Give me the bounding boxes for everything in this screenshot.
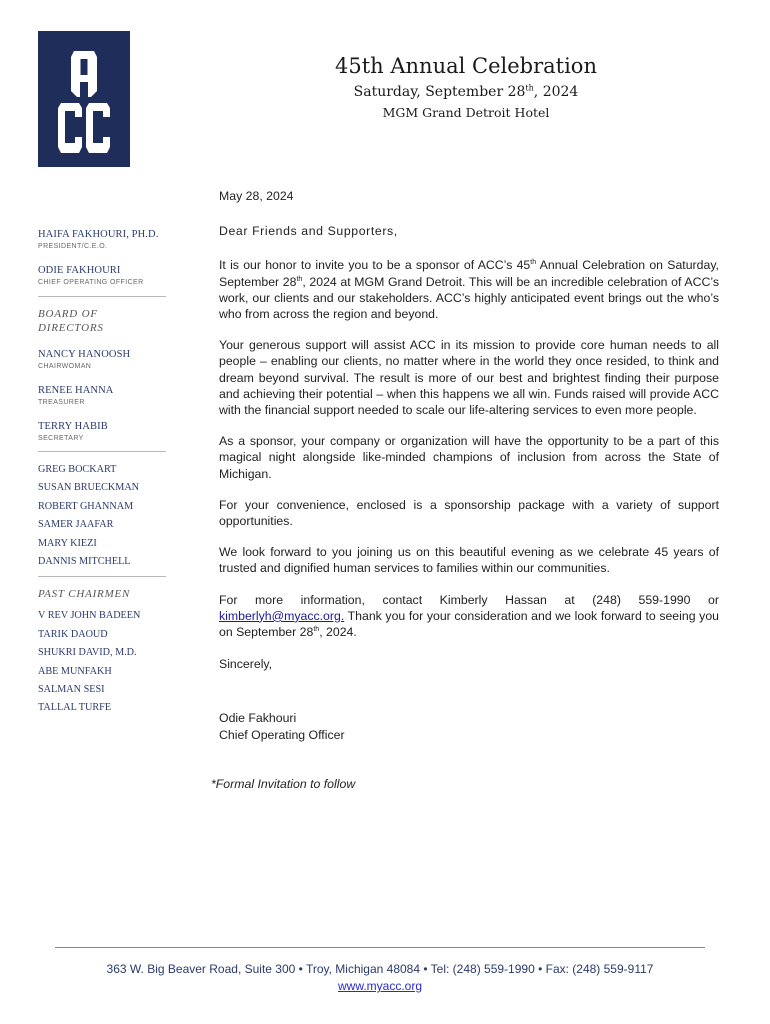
event-title: 45th Annual Celebration (335, 54, 597, 78)
board-officer-title: SECRETARY (38, 435, 84, 442)
officer-title: CHIEF OPERATING OFFICER (38, 279, 144, 286)
board-member: DANNIS MITCHELL (38, 556, 131, 568)
officer-title: PRESIDENT/C.E.O. (38, 243, 108, 250)
closing: Sincerely, (219, 657, 273, 672)
officer-name: HAIFA FAKHOURI, PH.D. (38, 229, 159, 240)
board-heading: BOARD OF DIRECTORS (38, 308, 104, 334)
event-date: Saturday, September 28th, 2024 (353, 83, 579, 100)
past-chairmen-heading: PAST CHAIRMEN (38, 588, 131, 601)
board-member: ROBERT GHANNAM (38, 500, 134, 512)
board-member: SUSAN BRUECKMAN (38, 482, 140, 494)
letter-body (211, 188, 719, 792)
signer-title: Chief Operating Officer (219, 727, 345, 742)
past-chairman: V REV JOHN BADEEN (38, 610, 141, 622)
officer-block (38, 228, 166, 252)
board-officer-title: CHAIRWOMAN (38, 363, 92, 370)
invitation-note: *Formal Invitation to follow (211, 776, 356, 791)
board-officer (38, 420, 166, 444)
board-officer (38, 384, 166, 408)
contact-email-link[interactable]: kimberlyh@myacc.org. (219, 608, 345, 623)
signer-name: Odie Fakhouri (219, 711, 297, 726)
event-venue: MGM Grand Detroit Hotel (382, 105, 550, 120)
past-chairman: ABE MUNFAKH (38, 665, 112, 677)
paragraph-3: As a sponsor, your company or organization will have the opportunity to be a part of this magical night alongside like-minded champions of inclusion from across the State of Michigan. (219, 434, 719, 481)
footer-divider (55, 947, 705, 948)
board-member: SAMER JAAFAR (38, 519, 114, 531)
salutation: Dear Friends and Supporters, (219, 224, 398, 239)
footer-address: 363 W. Big Beaver Road, Suite 300 • Troy, Michigan 48084 • Tel: (248) 559-1990 • Fax: (248) 559-9117 (106, 962, 654, 976)
paragraph-1: It is our honor to invite you to be a sponsor of ACC’s 45th Annual Celebration on Saturday, September 28th, 2024 at MGM Grand Detroit. This will be an incredible celebration of ACC’s work, our clients and our stakeholders. ACC’s highly anticipated event brings out the who’s who from across the region and beyond. (219, 258, 719, 322)
paragraph-5: We look forward to you joining us on this beautiful evening as we celebrate 45 years of trusted and dignified human services to families within our communities. (219, 545, 719, 576)
board-officer (38, 348, 166, 372)
board-officer-name: TERRY HABIB (38, 421, 108, 432)
past-chairman: TARIK DAOUD (38, 628, 108, 640)
officer-name: ODIE FAKHOURI (38, 265, 121, 276)
board-member: GREG BOCKART (38, 464, 117, 475)
divider (38, 451, 166, 452)
sidebar (38, 228, 166, 718)
paragraph-2: Your generous support will assist ACC in its mission to provide core human needs to all people – enabling our clients, no matter where in the world they once resided, to think and dream beyond survival. The result is more of our best and brightest finding their purpose and achieving their potential – when this happens we all win. Funds raised will provide ACC with the financial support needed to scale our life-altering services to even more people. (219, 338, 719, 418)
divider (38, 296, 166, 297)
acc-logo (38, 31, 130, 167)
officer-block (38, 264, 166, 288)
event-header (300, 52, 632, 121)
website-link[interactable]: www.myacc.org (337, 979, 423, 993)
paragraph-6: For more information, contact Kimberly Hassan at (248) 559-1990 or kimberlyh@myacc.org. Thank you for your consideration and we look forward to seeing you on September 28th, 2024. (219, 592, 719, 640)
board-member: MARY KIEZI (38, 537, 97, 549)
board-officer-name: NANCY HANOOSH (38, 349, 131, 360)
board-members-list (38, 461, 166, 571)
divider (38, 576, 166, 577)
acc-logo-mark (38, 31, 130, 167)
past-chairman: SHUKRI DAVID, M.D. (38, 647, 137, 659)
past-chairman: TALLAL TURFE (38, 702, 112, 714)
past-chairmen-list (38, 607, 166, 717)
footer (55, 961, 705, 995)
letter-date: May 28, 2024 (219, 189, 294, 203)
past-chairman: SALMAN SESI (38, 684, 105, 696)
board-officer-title: TREASURER (38, 399, 85, 406)
board-officer-name: RENEE HANNA (38, 385, 114, 396)
paragraph-4: For your convenience, enclosed is a sponsorship package with a variety of support opportunities. (219, 497, 719, 529)
